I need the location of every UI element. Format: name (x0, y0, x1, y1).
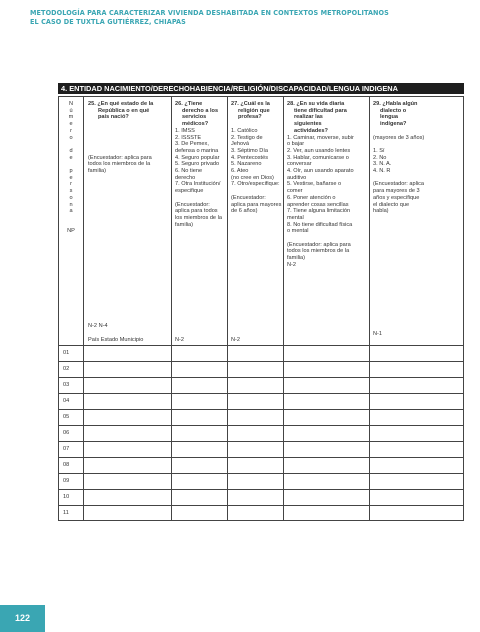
option-text: años y especifique (373, 194, 420, 201)
option-text: 5. Vestirse, bañarse o (287, 181, 342, 188)
row-divider (59, 393, 463, 394)
option-text: 6. No tiene (175, 168, 203, 175)
option-text: (no cree en Dios) (231, 174, 274, 181)
row-number: 08 (63, 462, 70, 468)
person-label-letter: e (69, 174, 73, 181)
question-text: 28. ¿En su vida diaria (287, 101, 345, 107)
option-text: (Encuestador: aplica (373, 181, 424, 188)
question-text: lengua (380, 114, 399, 121)
document-header (30, 8, 389, 26)
option-text: familia) (175, 221, 194, 228)
question-text: tiene dificultad para (294, 107, 347, 114)
question-text: derecho a los (182, 107, 219, 114)
question-text: actividades? (294, 127, 328, 134)
option-text: (Encuestador: aplica para (287, 241, 351, 248)
question-27-code: N-2 (231, 337, 241, 343)
option-text: 6. Poner atención o (287, 194, 336, 201)
question-text: realizar las (294, 114, 323, 121)
row-number: 05 (63, 414, 70, 420)
question-text: 27. ¿Cuál es la (231, 101, 270, 107)
instruction-text: familia) (88, 167, 107, 174)
person-label-letter (59, 222, 83, 229)
option-text: (Encuestador: (231, 194, 266, 201)
option-text: mental (287, 214, 304, 221)
option-text: 4. Oír, aun usando aparato (287, 168, 354, 175)
option-text: de 6 años) (231, 208, 258, 215)
row-number: 04 (63, 398, 70, 404)
option-text: 3. N. A. (373, 161, 392, 168)
person-label-letter: d (69, 147, 73, 154)
section-title: 4. ENTIDAD NACIMIENTO/DERECHOHABIENCIA/RELIGIÓN/DISCAPACIDAD/LENGUA INDIGENA (58, 83, 464, 94)
question-text: médicos? (182, 121, 209, 128)
option-text: 4. Pentecostés (231, 154, 269, 161)
option-text: 5. Nazareno (231, 161, 262, 168)
question-text: dialecto o (380, 107, 407, 114)
row-number: 09 (63, 478, 70, 484)
person-label-letter (59, 161, 83, 168)
instruction-text: (Encuestador: aplica para (88, 154, 152, 161)
option-text: (mayores de 3 años) (373, 134, 425, 141)
option-text: comer (287, 188, 303, 195)
question-25-footer: País Estado Municipio (88, 337, 144, 343)
option-text: para mayores de 3 (373, 188, 420, 195)
person-label-letter (59, 141, 83, 148)
option-text: 7. Otra Institución/ (175, 181, 221, 188)
question-text: religión que (238, 107, 270, 114)
option-text: conversar (287, 161, 312, 168)
option-text: familia) (287, 255, 306, 262)
question-27 (231, 101, 283, 215)
option-text: 1. Sí (373, 147, 385, 154)
person-label-letter: n (69, 201, 73, 208)
question-25-codes: N-2 N-4 (88, 323, 108, 329)
person-label-letter: m (68, 114, 74, 121)
row-number: 03 (63, 382, 70, 388)
person-label-letter (59, 215, 83, 222)
option-text: aprender cosas sencillas (287, 201, 349, 208)
option-text: 4. Seguro popular (175, 154, 220, 161)
option-text: el dialecto que (373, 201, 410, 208)
header-divider (59, 345, 463, 346)
row-number: 01 (63, 350, 70, 356)
question-text: servicios (182, 114, 207, 121)
row-divider (59, 361, 463, 362)
option-text: 3. Hablar, comunicarse o (287, 154, 349, 161)
row-divider (59, 409, 463, 410)
row-number: 11 (63, 510, 69, 516)
row-divider (59, 441, 463, 442)
question-28 (287, 101, 369, 269)
option-text: 6. Ateo (231, 168, 249, 175)
person-label-letter: N (68, 101, 74, 107)
option-text: derecho (175, 174, 196, 181)
question-25-text (88, 101, 170, 121)
page-number: 122 (0, 605, 45, 632)
option-text: todos los miembros de la (287, 248, 350, 255)
row-number: 02 (63, 366, 70, 372)
option-text: 2. Testigo de (231, 134, 263, 141)
question-29-code: N-1 (373, 331, 383, 337)
survey-form (58, 96, 464, 521)
option-text: o bajar (287, 141, 305, 148)
person-label-letter: e (69, 121, 73, 128)
option-text: habla) (373, 208, 389, 215)
option-text: o mental (287, 228, 309, 235)
option-text: auditivo (287, 174, 307, 181)
option-text: defensa o marina (175, 147, 219, 154)
option-text: Jehová (231, 141, 250, 148)
question-text: 26. ¿Tiene (175, 101, 203, 107)
option-text: (Encuestador: (175, 201, 210, 208)
option-text: 1. Católico (231, 127, 258, 134)
person-label-letter: r (70, 181, 72, 188)
person-label-letter: p (69, 168, 73, 174)
option-text: especifique (175, 188, 204, 195)
row-number: 07 (63, 446, 70, 452)
person-label-letter: o (69, 134, 73, 141)
row-divider (59, 425, 463, 426)
option-text: 2. Ver, aun usando lentes (287, 147, 351, 154)
header-line-1: METODOLOGÍA PARA CARACTERIZAR VIVIENDA DESHABITADA EN CONTEXTOS METROPOLITANOS (30, 8, 389, 17)
option-text: N-2 (287, 261, 297, 268)
question-text: 25. ¿En qué estado de la (88, 101, 154, 107)
question-25 (88, 101, 170, 175)
option-text: 5. Seguro privado (175, 161, 220, 168)
row-divider (59, 377, 463, 378)
question-29 (373, 101, 463, 215)
option-text: 2. ISSSTE (175, 134, 202, 141)
person-label-letter: s (69, 188, 73, 195)
question-text: indígena? (380, 121, 407, 128)
person-label-letter: ú (69, 107, 73, 114)
row-divider (59, 457, 463, 458)
person-label-letter: a (69, 208, 73, 215)
option-text: 1. IMSS (175, 127, 195, 134)
option-text: 8. No tiene dificultad física (287, 221, 353, 228)
option-text: aplica para mayores (231, 201, 282, 208)
option-text: aplica para todos (175, 208, 218, 215)
question-text: profesa? (238, 114, 262, 121)
row-number: 10 (63, 494, 70, 500)
person-number-label (59, 101, 83, 235)
option-text: 2. No (373, 154, 387, 161)
option-text: 3. Séptimo Día (231, 147, 268, 154)
question-26 (175, 101, 227, 228)
person-label-letter: e (69, 154, 73, 161)
person-label-letter: r (70, 127, 72, 134)
row-divider (59, 473, 463, 474)
option-text: 4. N. R (373, 168, 391, 174)
option-text: 7. Tiene alguna limitación (287, 208, 351, 215)
option-text: 7. Otro/especifique: (231, 181, 280, 188)
question-text: siguientes (294, 121, 322, 128)
row-divider (59, 489, 463, 490)
person-label-letter: NP (67, 228, 75, 235)
option-text: 3. De Pemex, (175, 141, 209, 148)
option-text: 1. Caminar, moverse, subir (287, 134, 354, 141)
question-text: 29. ¿Habla algún (373, 101, 418, 107)
row-divider (59, 505, 463, 506)
question-text: República o en qué (98, 107, 150, 114)
instruction-text: todos los miembros de la (88, 161, 151, 168)
question-text: país nació? (98, 114, 129, 121)
header-line-2: EL CASO DE TUXTLA GUTIÉRREZ, CHIAPAS (30, 17, 186, 26)
option-text: los miembros de la (175, 214, 222, 221)
question-26-code: N-2 (175, 337, 185, 343)
row-number: 06 (63, 430, 70, 436)
person-label-letter: o (69, 194, 73, 201)
